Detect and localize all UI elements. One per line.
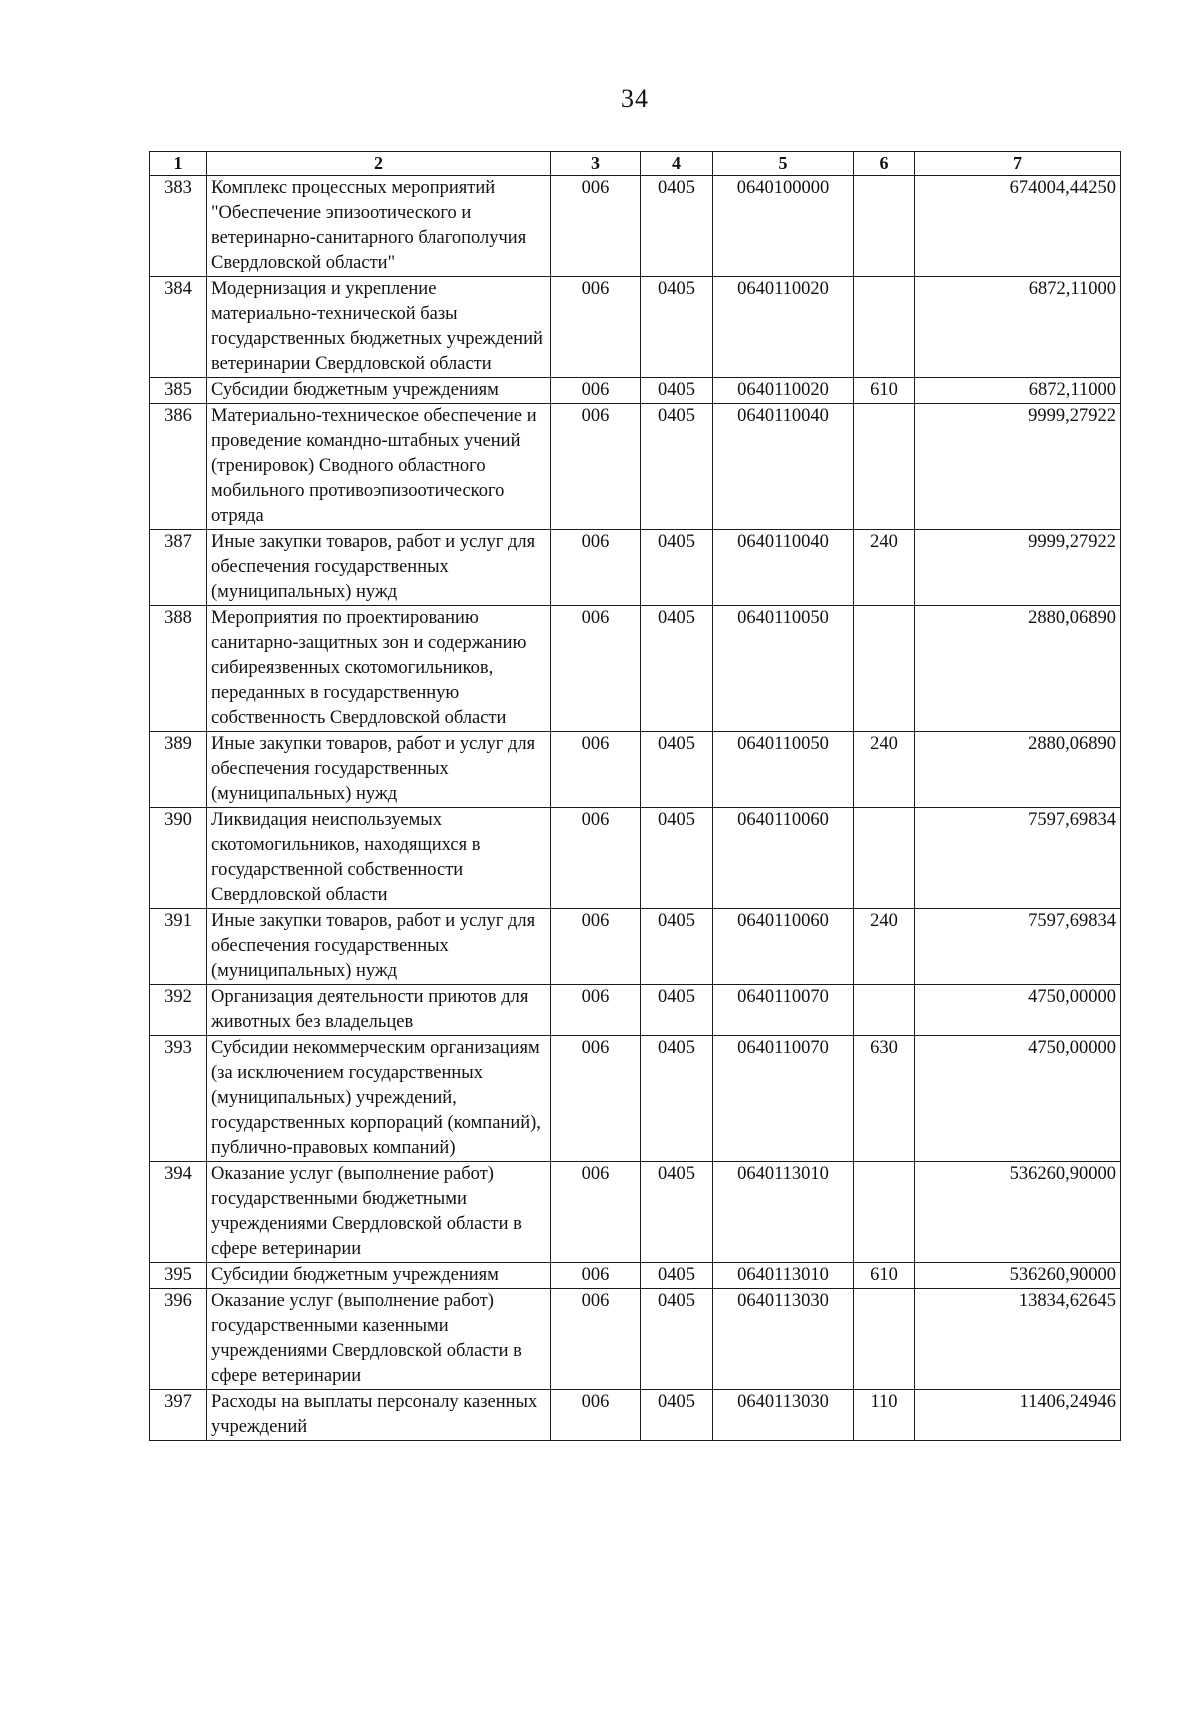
section-code: 0405 <box>641 732 713 808</box>
section-code: 0405 <box>641 277 713 378</box>
column-header-7: 7 <box>915 152 1121 176</box>
target-article-code: 0640110060 <box>713 909 854 985</box>
column-header-6: 6 <box>854 152 915 176</box>
target-article-code: 0640113010 <box>713 1162 854 1263</box>
row-number: 395 <box>150 1263 207 1289</box>
column-header-4: 4 <box>641 152 713 176</box>
column-header-3: 3 <box>551 152 641 176</box>
section-code: 0405 <box>641 909 713 985</box>
section-code: 0405 <box>641 985 713 1036</box>
section-code: 0405 <box>641 1162 713 1263</box>
amount: 7597,69834 <box>915 808 1121 909</box>
section-code: 0405 <box>641 1263 713 1289</box>
ministry-code: 006 <box>551 1289 641 1390</box>
expense-name: Субсидии некоммерческим организациям (за исключением государственных (муниципальных) учреждений, государственных корпораций (компаний), публично-правовых компаний) <box>207 1036 551 1162</box>
table-row <box>150 606 1121 732</box>
expense-name: Иные закупки товаров, работ и услуг для обеспечения государственных (муниципальных) нужд <box>207 909 551 985</box>
expense-type-code: 110 <box>854 1390 915 1441</box>
expense-name: Иные закупки товаров, работ и услуг для обеспечения государственных (муниципальных) нужд <box>207 732 551 808</box>
target-article-code: 0640113030 <box>713 1289 854 1390</box>
table-row <box>150 808 1121 909</box>
row-number: 384 <box>150 277 207 378</box>
ministry-code: 006 <box>551 732 641 808</box>
section-code: 0405 <box>641 530 713 606</box>
expense-type-code <box>854 808 915 909</box>
expense-name: Оказание услуг (выполнение работ) государственными казенными учреждениями Свердловской области в сфере ветеринарии <box>207 1289 551 1390</box>
table-row <box>150 277 1121 378</box>
table-row <box>150 909 1121 985</box>
expense-name: Субсидии бюджетным учреждениям <box>207 1263 551 1289</box>
ministry-code: 006 <box>551 1263 641 1289</box>
amount: 536260,90000 <box>915 1263 1121 1289</box>
amount: 2880,06890 <box>915 732 1121 808</box>
target-article-code: 0640110050 <box>713 606 854 732</box>
expense-type-code <box>854 1162 915 1263</box>
expense-type-code <box>854 176 915 277</box>
expense-type-code <box>854 404 915 530</box>
amount: 9999,27922 <box>915 404 1121 530</box>
expense-type-code: 610 <box>854 1263 915 1289</box>
amount: 4750,00000 <box>915 1036 1121 1162</box>
row-number: 386 <box>150 404 207 530</box>
expense-type-code <box>854 985 915 1036</box>
target-article-code: 0640113010 <box>713 1263 854 1289</box>
ministry-code: 006 <box>551 1390 641 1441</box>
column-header-5: 5 <box>713 152 854 176</box>
amount: 11406,24946 <box>915 1390 1121 1441</box>
amount: 9999,27922 <box>915 530 1121 606</box>
row-number: 387 <box>150 530 207 606</box>
target-article-code: 0640110060 <box>713 808 854 909</box>
expense-type-code: 240 <box>854 909 915 985</box>
ministry-code: 006 <box>551 277 641 378</box>
column-header-2: 2 <box>207 152 551 176</box>
ministry-code: 006 <box>551 404 641 530</box>
target-article-code: 0640100000 <box>713 176 854 277</box>
expense-name: Мероприятия по проектированию санитарно-защитных зон и содержанию сибиреязвенных скотомогильников, переданных в государственную собственность Свердловской области <box>207 606 551 732</box>
table-row <box>150 176 1121 277</box>
target-article-code: 0640110020 <box>713 277 854 378</box>
section-code: 0405 <box>641 1289 713 1390</box>
expense-name: Ликвидация неиспользуемых скотомогильников, находящихся в государственной собственности Свердловской области <box>207 808 551 909</box>
amount: 674004,44250 <box>915 176 1121 277</box>
expense-name: Организация деятельности приютов для животных без владельцев <box>207 985 551 1036</box>
table-row <box>150 985 1121 1036</box>
section-code: 0405 <box>641 176 713 277</box>
ministry-code: 006 <box>551 909 641 985</box>
budget-table <box>149 151 1121 1441</box>
target-article-code: 0640113030 <box>713 1390 854 1441</box>
section-code: 0405 <box>641 1390 713 1441</box>
section-code: 0405 <box>641 1036 713 1162</box>
row-number: 393 <box>150 1036 207 1162</box>
table-row <box>150 1036 1121 1162</box>
ministry-code: 006 <box>551 1162 641 1263</box>
table-row <box>150 1390 1121 1441</box>
expense-type-code: 240 <box>854 732 915 808</box>
expense-type-code <box>854 606 915 732</box>
section-code: 0405 <box>641 808 713 909</box>
expense-name: Иные закупки товаров, работ и услуг для обеспечения государственных (муниципальных) нужд <box>207 530 551 606</box>
amount: 4750,00000 <box>915 985 1121 1036</box>
row-number: 390 <box>150 808 207 909</box>
row-number: 394 <box>150 1162 207 1263</box>
amount: 536260,90000 <box>915 1162 1121 1263</box>
table-row <box>150 404 1121 530</box>
expense-type-code: 610 <box>854 378 915 404</box>
table-row <box>150 1162 1121 1263</box>
target-article-code: 0640110040 <box>713 404 854 530</box>
table-row <box>150 732 1121 808</box>
ministry-code: 006 <box>551 378 641 404</box>
amount: 7597,69834 <box>915 909 1121 985</box>
ministry-code: 006 <box>551 530 641 606</box>
section-code: 0405 <box>641 606 713 732</box>
column-header-1: 1 <box>150 152 207 176</box>
section-code: 0405 <box>641 378 713 404</box>
expense-name: Модернизация и укрепление материально-технической базы государственных бюджетных учреждений ветеринарии Свердловской области <box>207 277 551 378</box>
table-header-row <box>150 152 1121 176</box>
section-code: 0405 <box>641 404 713 530</box>
ministry-code: 006 <box>551 606 641 732</box>
expense-type-code: 630 <box>854 1036 915 1162</box>
target-article-code: 0640110070 <box>713 1036 854 1162</box>
ministry-code: 006 <box>551 1036 641 1162</box>
expense-name: Субсидии бюджетным учреждениям <box>207 378 551 404</box>
row-number: 397 <box>150 1390 207 1441</box>
row-number: 396 <box>150 1289 207 1390</box>
expense-name: Расходы на выплаты персоналу казенных учреждений <box>207 1390 551 1441</box>
expense-name: Комплекс процессных мероприятий "Обеспечение эпизоотического и ветеринарно-санитарного благополучия Свердловской области" <box>207 176 551 277</box>
target-article-code: 0640110070 <box>713 985 854 1036</box>
table-row <box>150 1289 1121 1390</box>
ministry-code: 006 <box>551 985 641 1036</box>
amount: 6872,11000 <box>915 378 1121 404</box>
row-number: 389 <box>150 732 207 808</box>
amount: 13834,62645 <box>915 1289 1121 1390</box>
row-number: 388 <box>150 606 207 732</box>
target-article-code: 0640110020 <box>713 378 854 404</box>
expense-type-code <box>854 1289 915 1390</box>
table-row <box>150 378 1121 404</box>
row-number: 385 <box>150 378 207 404</box>
amount: 6872,11000 <box>915 277 1121 378</box>
row-number: 383 <box>150 176 207 277</box>
target-article-code: 0640110050 <box>713 732 854 808</box>
expense-name: Оказание услуг (выполнение работ) государственными бюджетными учреждениями Свердловской области в сфере ветеринарии <box>207 1162 551 1263</box>
amount: 2880,06890 <box>915 606 1121 732</box>
table-row <box>150 530 1121 606</box>
row-number: 392 <box>150 985 207 1036</box>
ministry-code: 006 <box>551 808 641 909</box>
table-row <box>150 1263 1121 1289</box>
expense-type-code <box>854 277 915 378</box>
expense-name: Материально-техническое обеспечение и проведение командно-штабных учений (тренировок) Сводного областного мобильного противоэпизоотического отряда <box>207 404 551 530</box>
expense-type-code: 240 <box>854 530 915 606</box>
ministry-code: 006 <box>551 176 641 277</box>
row-number: 391 <box>150 909 207 985</box>
page-number: 34 <box>621 84 649 113</box>
target-article-code: 0640110040 <box>713 530 854 606</box>
